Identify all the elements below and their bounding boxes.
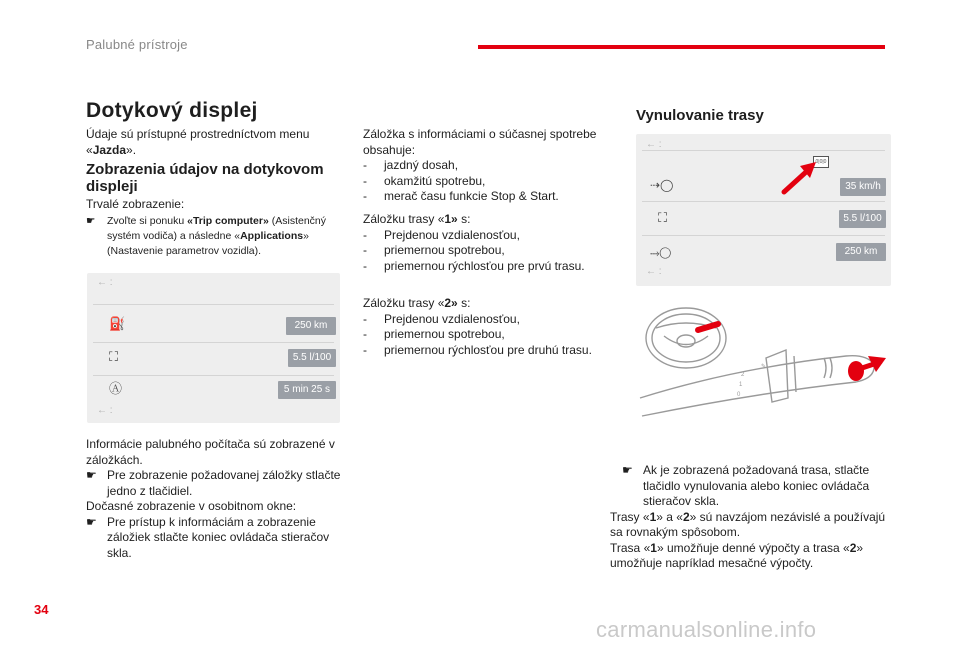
para-2-c: » umožňuje napríklad mesačné výpočty.	[610, 540, 864, 570]
back-arrow-icon[interactable]: ← :	[97, 405, 113, 416]
list-item	[363, 228, 603, 244]
para-2-trip-2: 2	[849, 540, 857, 555]
divider	[642, 201, 885, 202]
para-1-trip-2: 2	[682, 509, 690, 524]
bullet-1	[86, 468, 342, 499]
dash-marker: -	[363, 311, 367, 326]
dash-marker: -	[363, 342, 367, 357]
divider	[93, 342, 334, 343]
divider	[642, 150, 885, 151]
list-item	[363, 158, 603, 174]
dash-marker: -	[363, 227, 367, 242]
para-2-trip-1: 1	[650, 540, 657, 555]
trip-1-intro	[363, 212, 603, 228]
trip-2-tab	[363, 296, 603, 358]
para-2-a: Trasa «	[610, 540, 651, 555]
trip-1-intro-a: Záložku trasy «	[363, 212, 445, 226]
reset-bullet-text: Ak je zobrazená požadovaná trasa, stlačte tlačidlo vynulovania alebo koniec ovládača stieračov skla.	[643, 463, 870, 508]
current-consumption-tab	[363, 127, 603, 205]
svg-text:2: 2	[741, 372, 745, 378]
para-1-trip-1: 1	[649, 509, 657, 524]
trip-1-intro-b: s:	[457, 212, 471, 226]
trip-2-intro-a: Záložku trasy «	[363, 296, 445, 310]
permanent-display-block	[86, 197, 344, 259]
fuel-consumption-icon: ⛶	[109, 349, 119, 364]
bullet-1-text: Pre zobrazenie požadovanej záložky stlačte jedno z tlačidiel.	[107, 468, 341, 498]
watermark: carmanualsonline.info	[596, 617, 817, 642]
reset-trip-screen	[636, 134, 891, 286]
distance-value: 250 km	[836, 243, 886, 261]
list-item-text: Prejdenou vzdialenosťou,	[384, 311, 520, 326]
list-item-text: jazdný dosah,	[384, 158, 459, 172]
list-item-text: merač času funkcie Stop & Start.	[384, 189, 559, 203]
average-speed-value: 35 km/h	[840, 178, 886, 196]
reset-instructions	[610, 463, 895, 572]
tabs-info-block	[86, 437, 342, 561]
trips-independent-paragraph	[610, 510, 895, 541]
step-marker-icon: ☛	[86, 214, 96, 227]
trip-2-number: 2»	[444, 296, 458, 310]
dash-marker: -	[363, 327, 367, 341]
list-item	[363, 343, 603, 359]
intro-line-1: Údaje sú prístupné prostredníctvom menu	[86, 127, 310, 141]
list-item-text: Prejdenou vzdialenosťou,	[384, 227, 520, 242]
intro-menu-name: Jazda	[92, 142, 127, 157]
reset-bullet	[622, 463, 895, 510]
list-item-text: priemernou spotrebou,	[384, 243, 505, 257]
para-1-c: » sú navzájom nezávislé a používajú sa rovnakým spôsobom.	[610, 509, 886, 539]
fuel-pump-icon: ⛽	[109, 316, 126, 331]
intro-paragraph	[86, 127, 341, 158]
list-item-text: priemernou rýchlosťou pre prvú trasu.	[384, 258, 585, 273]
stop-start-timer-value: 5 min 25 s	[278, 381, 336, 399]
trip-2-intro-b: s:	[457, 296, 471, 310]
header-accent-rule	[478, 45, 885, 49]
list-item-text: okamžitú spotrebu,	[384, 173, 486, 188]
svg-text:0: 0	[737, 392, 741, 398]
intro-quote-open: «	[86, 142, 93, 157]
reset-trip-title: Vynulovanie trasy	[636, 107, 764, 124]
stop-start-icon: Ⓐ	[109, 381, 123, 396]
divider	[93, 375, 334, 376]
subsection-title: Zobrazenia údajov na dotykovom displeji	[86, 161, 324, 195]
average-consumption-value: 5.5 l/100	[839, 210, 886, 228]
page-title: Dotykový displej	[86, 99, 258, 122]
consumption-value: 5.5 l/100	[288, 349, 336, 367]
list-item-text: priemernou spotrebou,	[384, 327, 505, 341]
step-1-menu: «Trip computer»	[187, 214, 269, 227]
step-marker-icon: ☛	[86, 514, 97, 529]
list-item	[363, 327, 603, 343]
back-arrow-icon[interactable]: ← :	[646, 266, 662, 277]
step-1-text-c: » (Nastavenie parametrov vozidla).	[107, 229, 309, 257]
para-2-b: » umožňuje denné výpočty a trasa «	[656, 540, 850, 555]
bullet-2-text: Pre prístup k informáciám a zobrazenie záložiek stlačte koniec ovládača stieračov skla.	[107, 514, 330, 560]
divider	[93, 304, 334, 305]
para-1-b: » a «	[656, 509, 683, 524]
list-item	[363, 174, 603, 190]
dash-marker: -	[363, 258, 367, 273]
bullet-2	[86, 515, 342, 562]
list-item	[363, 259, 603, 275]
trip-1-number: 1»	[444, 212, 458, 226]
intro-line-2	[86, 143, 341, 159]
steering-wheel-stalk-illustration	[636, 298, 891, 428]
back-arrow-icon[interactable]: ← :	[97, 277, 113, 288]
list-item	[363, 243, 603, 259]
trip-2-intro	[363, 296, 603, 312]
list-item	[363, 312, 603, 328]
dash-marker: -	[363, 173, 367, 188]
temporary-display-label: Dočasné zobrazenie v osobitnom okne:	[86, 499, 297, 513]
tabs-info: Informácie palubného počítača sú zobrazené v záložkách.	[86, 437, 335, 467]
permanent-label: Trvalé zobrazenie:	[86, 197, 185, 211]
fuel-consumption-icon: ⛶	[658, 210, 668, 225]
svg-text:✎: ✎	[761, 364, 767, 370]
dash-marker: -	[363, 243, 367, 257]
range-value: 250 km	[286, 317, 336, 335]
red-pointer-arrow-icon	[780, 160, 820, 196]
trips-usage-paragraph	[610, 541, 895, 572]
distance-icon: ⤑◯	[650, 246, 671, 260]
page-number: 34	[34, 602, 49, 617]
dash-marker: -	[363, 189, 367, 203]
para-1-a: Trasy «	[610, 509, 650, 524]
current-tab-intro: Záložka s informáciami o súčasnej spotrebe obsahuje:	[363, 127, 597, 157]
step-1-text-b: (Asistenčný systém vodiča) a následne «	[107, 214, 326, 242]
trip-computer-screen	[87, 273, 340, 423]
dash-marker: -	[363, 158, 367, 172]
section-header: Palubné prístroje	[86, 37, 188, 52]
list-item	[363, 189, 603, 205]
step-1	[86, 214, 344, 259]
divider	[642, 235, 885, 236]
average-speed-icon: ⇢◯	[650, 178, 674, 192]
trip-1-tab	[363, 212, 603, 274]
list-item-text: priemernou rýchlosťou pre druhú trasu.	[384, 342, 592, 357]
step-1-text-a: Zvoľte si ponuku	[107, 214, 188, 227]
step-1-applications: Applications	[240, 229, 304, 242]
svg-text:1: 1	[739, 382, 743, 388]
intro-quote-close: ».	[126, 142, 137, 157]
reset-button-icon[interactable]: 0|0|0	[813, 156, 829, 168]
back-arrow-icon[interactable]: ← :	[646, 139, 662, 150]
step-marker-icon: ☛	[86, 468, 97, 482]
step-marker-icon: ☛	[622, 463, 633, 477]
